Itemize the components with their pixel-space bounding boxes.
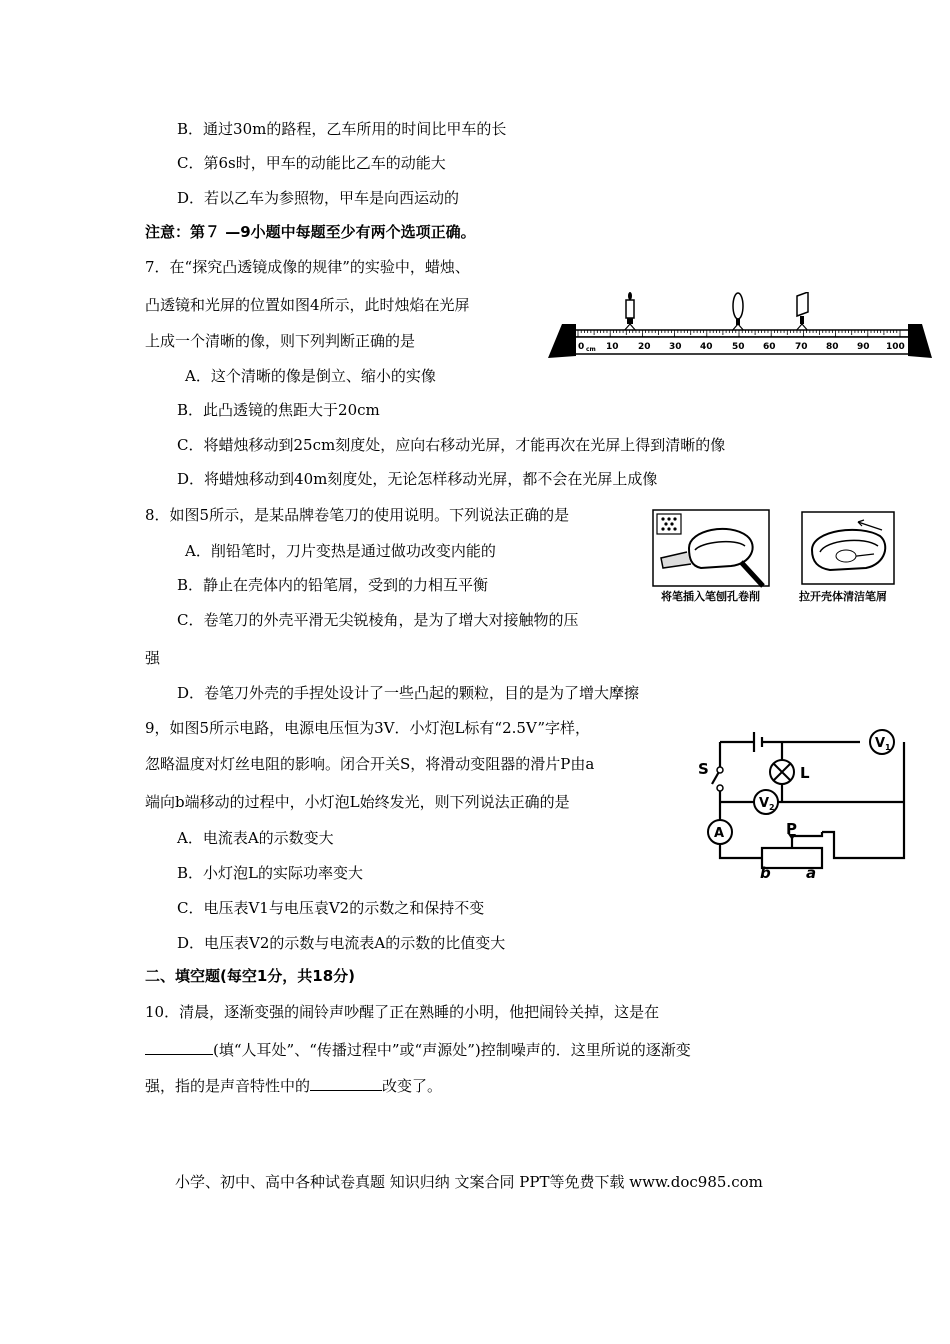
- circuit-label-v2: V: [759, 796, 770, 811]
- q10-line2-text: (填“人耳处”、“传播过程中”或“声源处”)控制噪声的．这里所说的逐渐变: [213, 1041, 691, 1059]
- q6-option-b: B．通过30m的路程，乙车所用的时间比甲车的长: [177, 120, 507, 138]
- bench-label-70: 70: [795, 342, 808, 352]
- q10-line3-after: 改变了。: [382, 1077, 443, 1095]
- q8-option-b: B．静止在壳体内的铅笔屑，受到的力相互平衡: [177, 576, 489, 594]
- sharpener-caption-left: 将笔插入笔刨孔卷削: [661, 590, 760, 603]
- circuit-label-p: P: [786, 820, 797, 838]
- circuit-label-b: b: [760, 864, 771, 882]
- q10-line2: [145, 1040, 691, 1060]
- q9-option-a: A．电流表A的示数变大: [177, 829, 334, 847]
- optical-bench-figure: [540, 292, 935, 364]
- q9-stem-line1: 9，如图5所示电路，电源电压恒为3V．小灯泡L标有“2.5V”字样，: [145, 719, 590, 737]
- circuit-label-v1: V: [875, 736, 886, 751]
- q10-line3-before: 强，指的是声音特性中的: [145, 1077, 311, 1095]
- circuit-label-s: S: [698, 760, 709, 778]
- bench-label-cm: cm: [586, 346, 596, 353]
- q9-stem-line3: 端向b端移动的过程中，小灯泡L始终发光，则下列说法正确的是: [145, 793, 570, 811]
- q7-option-d: D．将蜡烛移动到40m刻度处，无论怎样移动光屏，都不会在光屏上成像: [177, 470, 658, 488]
- q10-blank-2[interactable]: [310, 1076, 382, 1091]
- bench-label-20: 20: [638, 342, 651, 352]
- bench-label-40: 40: [700, 342, 713, 352]
- circuit-label-v2-sub: 2: [769, 803, 775, 812]
- q8-option-c-line1: C．卷笔刀的外壳平滑无尖锐棱角，是为了增大对接触物的压: [177, 611, 579, 629]
- circuit-label-a-end: a: [806, 864, 817, 882]
- sharpener-clean-figure: [800, 510, 896, 586]
- q9-stem-line2: 忽略温度对灯丝电阻的影响。闭合开关S，将滑动变阻器的滑片P由a: [145, 755, 595, 773]
- note-text: 注意：第７ —9小题中每题至少有两个选项正确。: [145, 223, 476, 241]
- q6-option-c: C．第6s时，甲车的动能比乙车的动能大: [177, 154, 446, 172]
- q7-stem-line1: 7．在“探究凸透镜成像的规律”的实验中，蜡烛、: [145, 258, 470, 276]
- q9-option-b: B．小灯泡L的实际功率变大: [177, 864, 363, 882]
- q8-option-a: A．削铅笔时，刀片变热是通过做功改变内能的: [185, 542, 496, 560]
- light-screen-icon: [795, 292, 809, 332]
- q8-option-d: D．卷笔刀外壳的手捏处设计了一些凸起的颗粒，目的是为了增大摩擦: [177, 684, 640, 702]
- q8-option-c-line2: 强: [145, 649, 161, 667]
- bench-label-50: 50: [732, 342, 745, 352]
- circuit-label-v1-sub: 1: [885, 743, 891, 752]
- q9-option-c: C．电压表V1与电压袁V2的示数之和保持不变: [177, 899, 485, 917]
- page-footer: 小学、初中、高中各种试卷真题 知识归纳 文案合同 PPT等免费下载 www.doc985.com: [175, 1173, 763, 1191]
- bench-label-80: 80: [826, 342, 839, 352]
- q6-option-d: D．若以乙车为参照物，甲车是向西运动的: [177, 189, 460, 207]
- q7-option-a: A．这个清晰的像是倒立、缩小的实像: [185, 367, 436, 385]
- sharpener-caption-right: 拉开壳体清洁笔屑: [799, 590, 887, 603]
- bench-label-60: 60: [763, 342, 776, 352]
- bench-label-90: 90: [857, 342, 870, 352]
- circuit-diagram: [694, 722, 914, 882]
- q10-line3: [145, 1076, 442, 1096]
- q7-option-b: B．此凸透镜的焦距大于20cm: [177, 401, 380, 419]
- q8-stem: 8．如图5所示，是某品牌卷笔刀的使用说明。下列说法正确的是: [145, 506, 570, 524]
- bench-label-10: 10: [606, 342, 619, 352]
- q10-blank-1[interactable]: [145, 1040, 213, 1055]
- convex-lens-icon: [731, 293, 745, 332]
- q10-line1: 10．清晨，逐渐变强的闹铃声吵醒了正在熟睡的小明，他把闹铃关掉，这是在: [145, 1003, 660, 1021]
- candle-icon: [623, 292, 637, 332]
- q9-option-d: D．电压表V2的示数与电流表A的示数的比值变大: [177, 934, 506, 952]
- bench-label-30: 30: [669, 342, 682, 352]
- q7-stem-line2: 凸透镜和光屏的位置如图4所示，此时烛焰在光屏: [145, 296, 470, 314]
- circuit-label-a: A: [714, 826, 725, 841]
- q7-stem-line3: 上成一个清晰的像，则下列判断正确的是: [145, 332, 416, 350]
- sharpener-insert-figure: [651, 508, 771, 588]
- q7-option-c: C．将蜡烛移动到25cm刻度处，应向右移动光屏，才能再次在光屏上得到清晰的像: [177, 436, 726, 454]
- bench-label-0: 0: [578, 342, 585, 352]
- bench-label-100: 100: [886, 342, 905, 352]
- circuit-label-l: L: [800, 764, 810, 782]
- section-2-heading: 二、填空题(每空1分，共18分): [145, 967, 356, 985]
